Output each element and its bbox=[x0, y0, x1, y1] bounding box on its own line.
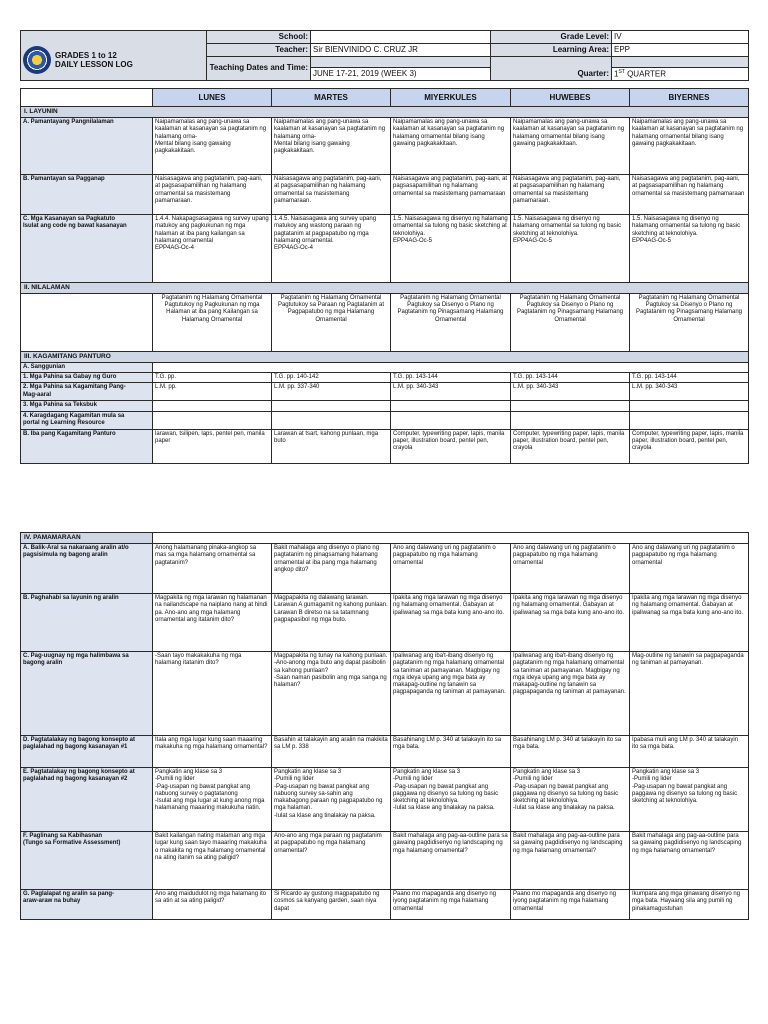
day-miyerkules: MIYERKULES bbox=[391, 89, 511, 107]
table-row bbox=[21, 735, 749, 767]
cell-pag-uugnay-huwebes: Ipaliwanag ang iba't-ibang disenyo ng pagtatanim ng mga halamang ornamental sa taniman at pamayanan. Magbigay ng mga ideya upang ang mga bata ay makapag-outline ng tanawin sa pagpapaganda ng taniman at pamayanan. bbox=[511, 651, 630, 735]
learning-area-value: EPP bbox=[612, 43, 749, 56]
cell-karagdagang-biyernes bbox=[630, 411, 749, 429]
cell-pamantayang-miyerkules: Naipamamalas ang pang-unawa sa kaalaman at kasanayan sa pagtatanim ng halamang ornamental bilang isang gawaing pagkakakitaan. bbox=[391, 117, 511, 174]
table-row bbox=[21, 174, 749, 214]
cell-pagtatalakay-1-miyerkules: Basahinang LM p. 340 at talakayin ito sa mga bata. bbox=[391, 735, 511, 767]
cell-iba-martes: Larawan at tsart, kahong punlaan, mga buto bbox=[272, 429, 391, 463]
quarter-suffix: ST bbox=[618, 68, 625, 75]
teaching-dates-value: JUNE 17-21, 2019 (WEEK 3) bbox=[311, 67, 491, 80]
day-huwebes: HUWEBES bbox=[511, 89, 630, 107]
cell-gabay-miyerkules: T.G. pp. 143-144 bbox=[391, 373, 511, 383]
row-label-iba-pang-kagamitan: B. Iba pang Kagamitang Panturo bbox=[21, 429, 153, 463]
cell-kasanayan-huwebes bbox=[511, 214, 630, 282]
table-row bbox=[21, 889, 749, 919]
table-row bbox=[21, 831, 749, 889]
quarter-word: QUARTER bbox=[624, 69, 667, 79]
quarter-number: 1 bbox=[614, 69, 619, 79]
kasanayan-text: 1.4.5. Naisasagawa ang survey upang matukoy ang wastong paraan ng pagtatanim at pagpapatubo ng mga halamang ornamental. bbox=[274, 215, 377, 244]
cell-paglalapat-lunes: Ano ang maidudulot ng mga halamang ito sa atin at sa ating paligid? bbox=[153, 889, 272, 919]
row-label-kasanayan: C. Mga Kasanayan sa Pagkatuto Isulat ang code ng bawat kasanayan bbox=[21, 214, 153, 282]
table-row bbox=[21, 429, 749, 463]
day-header-row bbox=[21, 89, 749, 107]
cell-paglalapat-martes: Si Ricardo ay gustong magpapatubo ng cosmos sa kanyang garden, saan niya dapat bbox=[272, 889, 391, 919]
cell-iba-lunes: larawan, tsilipen, laps, pentel pen, manila paper bbox=[153, 429, 272, 463]
kasanayan-text: 1.5. Naisasagawa ng disenyo ng halamang ornamental sa tulong ng basic sketching at teknolohiya. bbox=[513, 215, 622, 237]
table-row bbox=[21, 373, 749, 383]
cell-pag-uugnay-martes: Magpapakita ng tunay na kahong punlaan. -Ano-anong mga buto ang dapat pasibolin sa kahong punlaan? -Saan naman pasibolin ang mga sanga ng halaman? bbox=[272, 651, 391, 735]
section-kagamitang-panturo: III. KAGAMITANG PANTURO bbox=[21, 351, 749, 362]
cell-paghahabi-biyernes: Ipakita ang mga larawan ng mga disenyo ng halamang ornamental. Gabayan at ipaliwanag sa mga bata kung ano-ano ito. bbox=[630, 593, 749, 651]
table-row bbox=[21, 117, 749, 174]
cell-nilalaman-huwebes: Pagtatanim ng Halamang Ornamental Pagtukoy sa Disenyo o Plano ng Pagtatanim ng Pinagsamang Halamang Ornamental bbox=[511, 293, 630, 351]
competency-code: EPP4AG-Oc-4 bbox=[155, 245, 195, 252]
cell-pag-uugnay-lunes: -Saan tayo makakakuha ng mga halamang itatanim dito? bbox=[153, 651, 272, 735]
cell-teksbuk-miyerkules bbox=[391, 401, 511, 411]
row-label-sanggunian: A. Sanggunian bbox=[21, 362, 153, 372]
cell-karagdagang-huwebes bbox=[511, 411, 630, 429]
cell-pangmag-huwebes: L.M. pp. 340-343 bbox=[511, 383, 630, 401]
cell-pagganap-huwebes: Naisasagawa ang pagtatanim, pag-aani, at pagsasapamilihan ng halamang ornamental sa masistemang pamamaraan. bbox=[511, 174, 630, 214]
cell-karagdagang-martes bbox=[272, 411, 391, 429]
row-label-pag-uugnay: C. Pag-uugnay ng mga halimbawa sa bagong aralin bbox=[21, 651, 153, 735]
cell-nilalaman-blank bbox=[21, 293, 153, 351]
kasanayan-text: 1.5. Naisasagawa ng disenyo ng halamang ornamental sa tulong ng basic sketching at teknolohiya. bbox=[632, 215, 741, 237]
cell-pagganap-martes: Naisasagawa ang pagtatanim, pag-aani, at pagsasapamilihan ng halamang ornamental sa masistemang pamamaraan. bbox=[272, 174, 391, 214]
cell-gabay-biyernes: T.G. pp. 143-144 bbox=[630, 373, 749, 383]
day-lunes: LUNES bbox=[153, 89, 272, 107]
cell-gabay-martes: T.G. pp. 140-142 bbox=[272, 373, 391, 383]
cell-pangmag-martes: L.M. pp. 337-340 bbox=[272, 383, 391, 401]
cell-pangmag-lunes: L.M. pp. bbox=[153, 383, 272, 401]
teaching-dates-label: Teaching Dates and Time: bbox=[207, 56, 311, 80]
cell-gabay-huwebes: T.G. pp. 143-144 bbox=[511, 373, 630, 383]
header-brand bbox=[21, 31, 207, 81]
form-title-line1: GRADES 1 to 12 bbox=[55, 50, 117, 60]
row-label-pagtatalakay-1: D. Pagtatalakay ng bagong konsepto at paglalahad ng bagong kasanayan #1 bbox=[21, 735, 153, 767]
cell-teksbuk-martes bbox=[272, 401, 391, 411]
row-label-karagdagang-kagamitan: 4. Karagdagang Kagamitan mula sa portal ng Learning Resource bbox=[21, 411, 153, 429]
row-label-teksbuk: 3. Mga Pahina sa Teksbuk bbox=[21, 401, 153, 411]
teacher-label: Teacher: bbox=[207, 43, 311, 56]
quarter-spacer bbox=[612, 56, 749, 67]
table-row bbox=[21, 651, 749, 735]
row-label-pamantayang-pangnilalaman: A. Pamantayang Pangnilalaman bbox=[21, 117, 153, 174]
cell-kasanayan-biyernes bbox=[630, 214, 749, 282]
cell-pamantayang-huwebes: Naipamamalas ang pang-unawa sa kaalaman at kasanayan sa pagtatanim ng halamang ornamental bilang isang gawaing pagkakakitaan. bbox=[511, 117, 630, 174]
row-label-paglalapat: G. Paglalapat ng aralin sa pang- araw-araw na buhay bbox=[21, 889, 153, 919]
competency-code: EPP4AG-Oc-5 bbox=[632, 237, 672, 244]
grade-level-label: Grade Level: bbox=[491, 31, 612, 44]
day-header-blank bbox=[21, 89, 153, 107]
table-row bbox=[21, 593, 749, 651]
table-row bbox=[21, 293, 749, 351]
cell-iba-biyernes: Computer, typewriting paper, lapis, manila paper, illustration board, pentel pen, crayola bbox=[630, 429, 749, 463]
cell-pag-uugnay-biyernes: Mag-outline ng tanawin sa pagpapaganda ng taniman at pamayanan. bbox=[630, 651, 749, 735]
grade-level-value: IV bbox=[612, 31, 749, 44]
cell-pagtatalakay-1-biyernes: Ipabasa muli ang LM p. 340 at talakayin ito sa mga bata. bbox=[630, 735, 749, 767]
section-pamamaraan: IV. PAMAMARAAN bbox=[21, 533, 153, 544]
cell-paglinang-miyerkules: Bakit mahalaga ang pag-aa-outline para sa gawaing pagdidisenyo ng landscaping ng mga halamang ornamental? bbox=[391, 831, 511, 889]
school-label: School: bbox=[207, 31, 311, 44]
cell-paglalapat-biyernes: Ikumpara ang mga ginawang disenyo ng mga bata. Hayaang sila ang pumili ng pinakamagustuhan bbox=[630, 889, 749, 919]
day-biyernes: BIYERNES bbox=[630, 89, 749, 107]
cell-iba-miyerkules: Computer, typewriting paper, lapis, manila paper, illustration board, pentel pen, crayola bbox=[391, 429, 511, 463]
row-label-gabay-guro: 1. Mga Pahina sa Gabay ng Guro bbox=[21, 373, 153, 383]
cell-paglinang-martes: Ano-ano ang mga paraan ng pagtatanim at pagpapatubo ng mga halamang ornamental? bbox=[272, 831, 391, 889]
header-table bbox=[20, 30, 749, 81]
row-label-kagamitang-pang-mag-aaral: 2. Mga Pahina sa Kagamitang Pang- Mag-aaral bbox=[21, 383, 153, 401]
form-title-line2: DAILY LESSON LOG bbox=[55, 60, 133, 70]
cell-teksbuk-lunes bbox=[153, 401, 272, 411]
cell-balik-aral-lunes: Anong halamanang pinaka-angkop sa mas sa mga halamang ornamental sa pagtatanim? bbox=[153, 543, 272, 593]
competency-code: EPP4AG-Oc-5 bbox=[393, 237, 433, 244]
cell-kasanayan-martes bbox=[272, 214, 391, 282]
cell-pamantayang-martes: Naipamamalas ang pang-unawa sa kaalaman at kasanayan sa pagtatanim ng halamang orna- Mental bilang isang gawaing pagkakakitaan. bbox=[272, 117, 391, 174]
cell-nilalaman-martes: Pagtatanim ng Halamang Ornamental Pagtutukoy sa Paraan ng Pagtatanim at Pagpapatubo ng mga Halamang Ornamental bbox=[272, 293, 391, 351]
cell-paglinang-lunes: Bakit kailangan nating malaman ang mga lugar kung saan tayo maaaring makakuha o makakita ng mga halamang ornamental na ating itanim sa ating paligid? bbox=[153, 831, 272, 889]
cell-pamantayang-lunes: Naipamamalas ang pang-unawa sa kaalaman at kasanayan sa pagtatanim ng halamang orna- Mental bilang isang gawaing pagkakakitaan. bbox=[153, 117, 272, 174]
row-label-pamantayan-pagganap: B. Pamantayan sa Pagganap bbox=[21, 174, 153, 214]
cell-pagganap-miyerkules: Naisasagawa ang pagtatanim, pag-aani, at pagsasapamilihan ng halamang ornamental sa masistemang pamamaraan bbox=[391, 174, 511, 214]
cell-gabay-lunes: T.G. pp. bbox=[153, 373, 272, 383]
kasanayan-text: 1.5. Naisasagawa ng disenyo ng halamang ornamental sa tulong ng basic sketching at teknolohiya. bbox=[393, 215, 508, 237]
table-row bbox=[21, 543, 749, 593]
cell-pangmag-miyerkules: L.M. pp. 340-343 bbox=[391, 383, 511, 401]
school-value bbox=[311, 31, 491, 44]
competency-code: EPP4AG-Oc-4 bbox=[274, 245, 314, 252]
table-row bbox=[21, 411, 749, 429]
cell-paghahabi-huwebes: Ipakita ang mga larawan ng mga disenyo ng halamang ornamental. Gabayan at ipaliwanag sa mga bata kung ano-ano ito. bbox=[511, 593, 630, 651]
row-label-paghahabi: B. Paghahabi sa layunin ng aralin bbox=[21, 593, 153, 651]
row-label-balik-aral: A. Balik-Aral sa nakaraang aralin at/o pagsisimula ng bagong aralin bbox=[21, 543, 153, 593]
cell-iba-huwebes: Computer, typewriting paper, lapis, manila paper, illustration board, pentel pen, crayola bbox=[511, 429, 630, 463]
cell-balik-aral-miyerkules: Ano ang dalawang uri ng pagtatanim o pagpapatubo ng mga halamang ornamental bbox=[391, 543, 511, 593]
cell-paglalapat-miyerkules: Paano mo mapaganda ang disenyo ng iyong pagtatanim ng mga halamang ornamental bbox=[391, 889, 511, 919]
cell-pagtatalakay-2-martes: Pangkatin ang klase sa 3 -Pumili ng lider -Pag-usapan ng bawat pangkat ang nabuong survey sa-sahin ang makabagong paraan ng pagpapatubo ng mga halaman. -Iulat sa klase ang tinalakay na paksa. bbox=[272, 767, 391, 831]
cell-pagtatalakay-2-biyernes: Pangkatin ang klase sa 3 -Pumili ng lider -Pag-usapan ng bawat pangkat ang paggawa ng disenyo sa tulong ng basic sketching at teknolohiya. bbox=[630, 767, 749, 831]
dates-spacer bbox=[311, 56, 491, 67]
cell-balik-aral-huwebes: Ano ang dalawang uri ng pagtatanim o pagpapatubo ng mga halamang ornamental bbox=[511, 543, 630, 593]
cell-nilalaman-miyerkules: Pagtatanim ng Halamang Ornamental Pagtukoy sa Disenyo o Plano ng Pagtatanim ng Pinagsamang Halamang Ornamental bbox=[391, 293, 511, 351]
deped-seal-icon bbox=[23, 46, 51, 74]
cell-paghahabi-miyerkules: Ipakita ang mga larawan ng mga disenyo ng halamang ornamental. Gabayan at ipaliwanag sa mga bata kung ano-ano ito. bbox=[391, 593, 511, 651]
cell-teksbuk-biyernes bbox=[630, 401, 749, 411]
table-row bbox=[21, 214, 749, 282]
table-row bbox=[21, 401, 749, 411]
quarter-value bbox=[612, 67, 749, 80]
section-layunin: I. LAYUNIN bbox=[21, 107, 749, 118]
cell-pagtatalakay-1-lunes: Itala ang mga lugar kung saan maaaring makakuha ng mga halamang ornamental? bbox=[153, 735, 272, 767]
cell-paghahabi-lunes: Magpakita ng mga larawan ng halamanan na nailandscape na naiplano nang at hindi pa. Ano-ano ang mga halamang ornamental ang itatanim dito? bbox=[153, 593, 272, 651]
day-martes: MARTES bbox=[272, 89, 391, 107]
teacher-value: Sir BIENVINIDO C. CRUZ JR bbox=[311, 43, 491, 56]
cell-balik-aral-martes: Bakit mahalaga ang disenyo o plano ng pagtatanim ng pinagsamang halamang ornamental at iba pang mga halamang angkop dito? bbox=[272, 543, 391, 593]
table-row bbox=[21, 767, 749, 831]
cell-paglalapat-huwebes: Paano mo mapaganda ang disenyo ng iyong pagtatanim ng mga halamang ornamental bbox=[511, 889, 630, 919]
cell-pagganap-biyernes: Naisasagawa ang pagtatanim, pag-aani, at pagsasapamilihan ng halamang ornamental sa masistemang pamamaraan bbox=[630, 174, 749, 214]
cell-karagdagang-miyerkules bbox=[391, 411, 511, 429]
cell-pagtatalakay-1-huwebes: Basahinang LM p. 340 at talakayin ito sa mga bata. bbox=[511, 735, 630, 767]
section-pamamaraan-blank bbox=[153, 533, 749, 544]
competency-code: EPP4AG-Oc-5 bbox=[513, 237, 553, 244]
kasanayan-text: 1.4.4. Nakapagsasagawa ng survey upang matukoy ang pagkukunan ng mga halaman at iba pang kailangan sa halamang ornamental bbox=[155, 215, 269, 244]
row-label-paglinang: F. Paglinang sa Kabihasnan (Tungo sa Formative Assessment) bbox=[21, 831, 153, 889]
cell-kasanayan-lunes bbox=[153, 214, 272, 282]
cell-pagtatalakay-1-martes: Basahin at talakayin ang aralin na makikita sa LM p. 338 bbox=[272, 735, 391, 767]
table-row bbox=[21, 383, 749, 401]
cell-teksbuk-huwebes bbox=[511, 401, 630, 411]
row-label-pagtatalakay-2: E. Pagtatalakay ng bagong konsepto at paglalahad ng bagong kasanayan #2 bbox=[21, 767, 153, 831]
learning-area-label: Learning Area: bbox=[491, 43, 612, 56]
cell-nilalaman-lunes: Pagtatanim ng Halamang Ornamental Pagtutukoy ng Pagkukunan ng mga Halaman at iba pang Kailangan sa Halamang Ornamental bbox=[153, 293, 272, 351]
cell-pag-uugnay-miyerkules: Ipaliwanag ang iba't-ibang disenyo ng pagtatanim ng mga halamang ornamental sa taniman at pamayanan. Magbigay ng mga ideya upang ang mga bata ay makapag-outline ng tanawin sa pagpapaganda ng taniman at pamayanan. bbox=[391, 651, 511, 735]
cell-sanggunian bbox=[153, 362, 749, 372]
quarter-label: Quarter: bbox=[491, 56, 612, 80]
section-nilalaman: II. NILALAMAN bbox=[21, 282, 749, 293]
cell-pagtatalakay-2-miyerkules: Pangkatin ang klase sa 3 -Pumili ng lider -Pag-usapan ng bawat pangkat ang paggawa ng disenyo sa tulong ng basic sketching at teknolohiya. -Iulat sa klase ang tinalakay na paksa. bbox=[391, 767, 511, 831]
cell-paglinang-biyernes: Bakit mahalaga ang pag-aa-outline para sa gawaing pagdidisenyo ng landscaping ng mga halamang ornamental? bbox=[630, 831, 749, 889]
cell-nilalaman-biyernes: Pagtatanim ng Halamang Ornamental Pagtukoy sa Disenyo o Plano ng Pagtatanim ng Pinagsamang Halamang Ornamental bbox=[630, 293, 749, 351]
cell-pagtatalakay-2-lunes: Pangkatin ang klase sa 3 -Pumili ng lider -Pag-usapan ng bawat pangkat ang nabuong survey o pagtatanong -Isulat ang mga lugar at kung anong mga halamanang maaaring makukuha natin. bbox=[153, 767, 272, 831]
cell-kasanayan-miyerkules bbox=[391, 214, 511, 282]
cell-pagtatalakay-2-huwebes: Pangkatin ang klase sa 3 -Pumili ng lider -Pag-usapan ng bawat pangkat ang paggawa ng disenyo sa tulong ng basic sketching at teknolohiya. -Iulat sa klase ang tinalakay na paksa. bbox=[511, 767, 630, 831]
cell-pagganap-lunes: Naisasagawa ang pagtatanim, pag-aani, at pagsasapamilihan ng halamang ornamental sa masistemang pamamaraan. bbox=[153, 174, 272, 214]
lesson-log-table-2 bbox=[20, 532, 749, 920]
cell-pangmag-biyernes: L.M. pp. 340-343 bbox=[630, 383, 749, 401]
lesson-log-table-1 bbox=[20, 88, 749, 464]
cell-pamantayang-biyernes: Naipamamalas ang pang-unawa sa kaalaman at kasanayan sa pagtatanim ng halamang ornamental bilang isang gawaing pagkakakitaan. bbox=[630, 117, 749, 174]
cell-balik-aral-biyernes: Ano ang dalawang uri ng pagtatanim o pagpapatubo ng mga halamang ornamental bbox=[630, 543, 749, 593]
cell-paglinang-huwebes: Bakit mahalaga ang pag-aa-outline para sa gawaing pagdidisenyo ng landscaping ng mga halamang ornamental? bbox=[511, 831, 630, 889]
cell-karagdagang-lunes bbox=[153, 411, 272, 429]
cell-paghahabi-martes: Magpapakita ng dalawang larawan. Larawan A gumagamit ng kahong punlaan. Larawan B diretso na sa tatamnang pagpapasibol ng mga buto. bbox=[272, 593, 391, 651]
